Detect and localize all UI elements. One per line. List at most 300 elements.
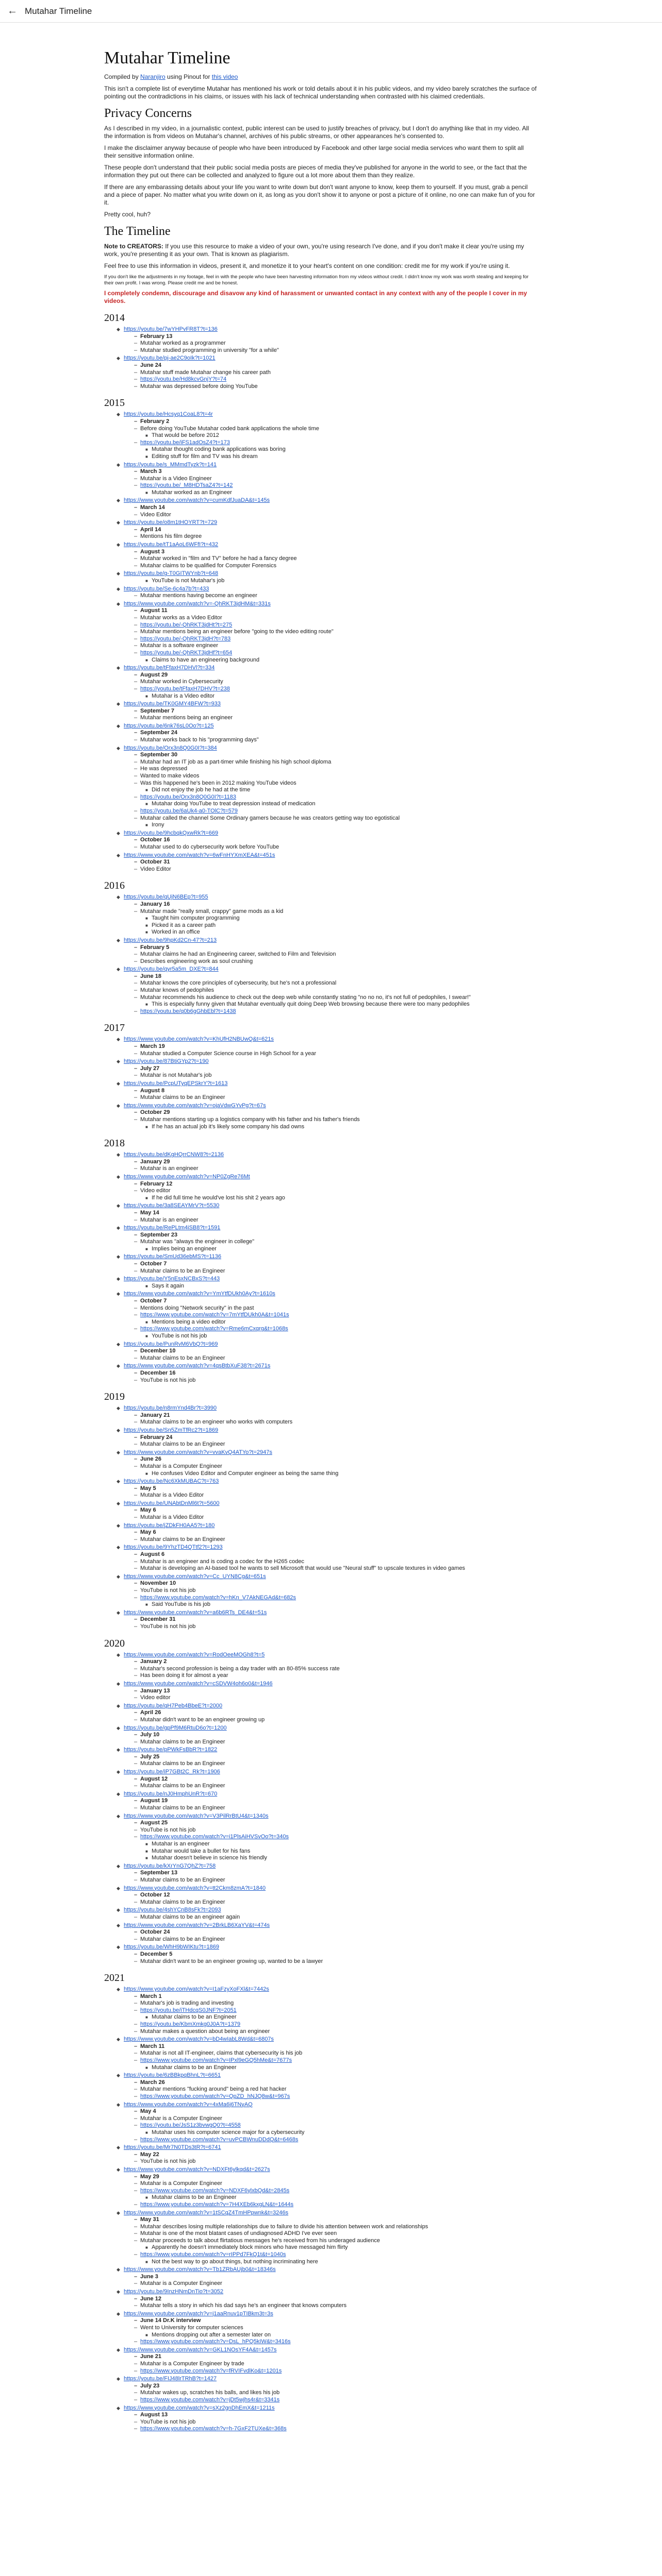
source-link[interactable]: https://youtu.be/Hd8kcvGnjY?t=74 [140, 376, 227, 383]
detail-item [134, 1195, 537, 1202]
claim-text: – YouTube is not his job [134, 1587, 537, 1595]
source-link-item [134, 1312, 537, 1319]
year-heading: 2016 [104, 880, 125, 892]
entry-date: – March 19 [134, 1043, 537, 1050]
claim-text: – Went to University for computer sciences [134, 2325, 537, 2332]
video-link[interactable]: https://youtu.be/kXrYnG7QhZ?t=758 [124, 1862, 216, 1869]
video-link[interactable]: https://youtu.be/tFfaxH7DHVl?t=334 [124, 665, 215, 671]
source-link-item [134, 2057, 537, 2064]
entry-date: – December 16 [134, 1370, 537, 1377]
timeline-entry [104, 411, 537, 460]
year-entries [104, 326, 537, 390]
video-link[interactable]: https://www.youtube.com/watch?v=a6b6RTs_DE4&t=51s [124, 1609, 267, 1616]
claim-text: – Mutahar claims to be an Engineer [134, 1805, 537, 1812]
claim-text: – Mutahar is not Mutahar's job [134, 1072, 537, 1079]
video-link[interactable]: https://www.youtube.com/watch?v=tt2Ckm8zmA?t=1840 [124, 1885, 266, 1891]
nested-details [134, 1283, 537, 1290]
detail-item [134, 1470, 537, 1478]
video-link[interactable]: https://youtu.be/PunRvM6VbQ?t=969 [124, 1341, 218, 1347]
video-link[interactable]: https://youtu.be/FIJ48lrTRhB?t=1427 [124, 2376, 217, 2382]
entry-date: – October 31 [134, 859, 537, 866]
video-link[interactable]: https://youtu.be/3a8SEAYMrV?t=5530 [124, 1202, 220, 1209]
video-link[interactable]: https://youtu.be/6zBBkpqBhnL?t=6651 [124, 2072, 221, 2079]
timeline-entry [104, 1791, 537, 1812]
entry-details [124, 362, 537, 390]
timeline-entry [104, 2210, 537, 2266]
video-link[interactable]: https://youtu.be/iP7GBt2C_Rk?t=1906 [124, 1769, 220, 1775]
claim-text: – Mutahar is a Computer Engineer by trade [134, 2361, 537, 2368]
entry-details [124, 2353, 537, 2375]
video-link[interactable]: https://youtu.be/Se-6c4a7b?t=433 [124, 585, 209, 592]
video-link[interactable]: https://www.youtube.com/watch?v=cSDVW4oh6o0&t=1946 [124, 1680, 273, 1687]
claim-text: – YouTube is not his job [134, 2419, 537, 2426]
video-link[interactable]: https://youtu.be/9YhzTD4QTtf2?t=1293 [124, 1544, 223, 1551]
video-link[interactable]: https://youtu.be/g-T0GITWYnb?t=648 [124, 570, 219, 577]
timeline-entry [104, 2289, 537, 2310]
timeline-entry [104, 2144, 537, 2165]
claim-text: – Mutahar is a Computer Engineer [134, 2180, 537, 2188]
claim-text: – Mutahar made "really small, crappy" game mods as a kid [134, 908, 537, 916]
source-link[interactable]: https://www.youtube.com/watch?v=7H4XEb6kxgLN&t=1644s [140, 2201, 294, 2208]
entry-details [124, 1370, 537, 1384]
video-link[interactable]: https://www.youtube.com/watch?v=V3PilRrBtU4&t=1340s [124, 1812, 269, 1819]
entry-date: – September 30 [134, 752, 537, 759]
source-link[interactable]: https://www.youtube.com/watch?v=IPxl9eGQ5hMe&t=7677s [140, 2057, 292, 2064]
video-link[interactable]: https://www.youtube.com/watch?v=KhUfH2NBUwQ&t=621s [124, 1036, 274, 1043]
privacy-paragraph-1: As I described in my video, in a journalistic context, public interest can be used to justify breaches of privacy, but I don't do anything like that in my video. All the information is from videos on Mutahar's channel, archives of his public streams, or other appearances he's consented to. [104, 125, 529, 140]
claim-text: – Was this happened he's been in 2012 making YouTube videos [134, 780, 537, 787]
source-link[interactable]: https://youtu.be/-QhRKT3jdH?t=783 [140, 635, 231, 642]
nested-note: ■ Mutahar thought coding bank applications was boring [145, 446, 537, 453]
video-link[interactable]: https://www.youtube.com/watch?v=Tb1ZRbAUjb0&t=18346s [124, 2266, 276, 2273]
entry-details [124, 1298, 537, 1340]
entry-date: – May 5 [134, 1485, 537, 1493]
nested-details [134, 801, 537, 808]
privacy-heading: Privacy Concerns [104, 107, 192, 120]
claim-text: – Mutahar mentions having become an engineer [134, 592, 537, 600]
source-link[interactable]: https://youtu.be/iFS1adOsZ4?t=173 [140, 439, 230, 446]
source-link[interactable]: https://youtu.be/6aUk4-a0-TOlC?t=579 [140, 808, 238, 814]
entry-details [124, 2274, 537, 2287]
claim-text: – Mutahar makes a question about being an engineer [134, 2028, 537, 2036]
video-link[interactable]: https://youtu.be/n8rmYnd4Br?t=3990 [124, 1405, 217, 1412]
video-link[interactable]: https://www.youtube.com/watch?v=sXz2gnDhEmX&t=1211s [124, 2404, 275, 2411]
claim-text: – Mutahar claims to be an Engineer [134, 1783, 537, 1790]
entry-details [124, 1580, 537, 1608]
year-heading: 2015 [104, 397, 125, 409]
video-link[interactable]: https://www.youtube.com/watch?v=NDXFt6ylkqd&t=2627s [124, 2166, 270, 2173]
timeline-entry [104, 1291, 537, 1340]
source-link-item [134, 794, 537, 801]
entry-details [124, 1065, 537, 1079]
detail-item [134, 1601, 537, 1608]
video-link[interactable]: https://www.youtube.com/watch?v=2BrkLB6XaYV&t=474s [124, 1922, 270, 1928]
source-link-item [134, 2122, 537, 2129]
timeline-entry [104, 1907, 537, 1921]
nested-details [134, 1855, 537, 1862]
video-link[interactable]: https://youtu.be/tT1aAoL6WFfI?t=432 [124, 541, 219, 548]
entry-date: – April 14 [134, 527, 537, 534]
video-link[interactable]: https://www.youtube.com/watch?v=bD4wIabL8Wd&t=6807s [124, 2036, 274, 2043]
detail-item [134, 657, 537, 664]
video-link[interactable]: https://youtu.be/dKgHQrrCNW8?t=2136 [124, 1151, 224, 1158]
claim-text: – Mutahar is one of the most blatant cases of undiagnosed ADHD I've ever seen [134, 2230, 537, 2238]
timeline-entry [104, 570, 537, 584]
video-link[interactable]: https://youtu.be/9hcbqkQxwRk?t=669 [124, 829, 219, 836]
source-link[interactable]: https://www.youtube.com/watch?v=DsL_hPQ5kIW&t=3416s [140, 2338, 291, 2345]
claim-text: – Mutahar claims to be an Engineer [134, 1355, 537, 1362]
video-link[interactable]: https://youtu.be/pj-ae2C9oIk?t=1021 [124, 355, 216, 362]
claim-text: – Mutahar used to do cybersecurity work before YouTube [134, 844, 537, 851]
detail-item [134, 1124, 537, 1131]
entry-date: – October 7 [134, 1298, 537, 1305]
video-link[interactable]: https://youtu.be/Sn5ZmTfRc2?t=1869 [124, 1427, 219, 1433]
timeline-entry [104, 966, 537, 1015]
entry-details [124, 1798, 537, 1811]
entry-date: – March 11 [134, 2043, 537, 2050]
entry-details [124, 1507, 537, 1521]
nested-note: ■ This is especially funny given that Mutahar eventually quit doing Deep Web browsing because there were too many pedophiles [145, 1001, 537, 1008]
source-link[interactable]: https://www.youtube.com/watch?v=h-7GxF2TUXe&t=368s [140, 2426, 287, 2432]
video-link[interactable]: https://www.youtube.com/watch?v=ojaVdwGYvPg?t=67s [124, 1102, 266, 1109]
video-link[interactable]: https://www.youtube.com/watch?v=RodOeeMOGh8?t=5 [124, 1651, 265, 1658]
entry-details [124, 1658, 537, 1680]
timeline-entry [104, 2072, 537, 2100]
video-link[interactable]: https://www.youtube.com/watch?v=4xMa6j6TNyAQ [124, 2101, 253, 2108]
source-link-item [134, 2397, 537, 2404]
source-link[interactable]: https://youtu.be/q0b6gGhbEbl?t=1438 [140, 1008, 236, 1014]
entry-date: – January 13 [134, 1688, 537, 1695]
video-link[interactable]: https://youtu.be/Y5nEsxNCBxS?t=443 [124, 1276, 220, 1282]
detail-item [134, 801, 537, 808]
entry-details [124, 2151, 537, 2165]
video-link[interactable]: https://youtu.be/WhH9bWIKtu?t=1869 [124, 1944, 219, 1951]
timeline-entry [104, 2347, 537, 2375]
timeline-entry [104, 1080, 537, 1101]
entry-date: – August 8 [134, 1088, 537, 1095]
nested-details [134, 693, 537, 700]
video-link[interactable]: https://youtu.be/7wYHPvFR8T?t=136 [124, 326, 218, 332]
claim-text: – Mutahar studied a Computer Science course in High School for a year [134, 1050, 537, 1058]
note-text: If you use this resource to make a video of your own, you're using research I've done, and if you don't make it clear you're using my work, you're presenting it as your own. That is known as plagiarism. [104, 243, 524, 258]
timeline-entry [104, 1609, 537, 1631]
entry-details [124, 944, 537, 965]
nested-note: ■ Editing stuff for film and TV was his dream [145, 453, 537, 461]
entry-details [124, 592, 537, 600]
source-link[interactable]: https://www.youtube.com/watch?v=QpZD_hNJQ8w&t=967s [140, 2093, 290, 2099]
nested-note: ■ Apparently he doesn't immediately block minors who have messaged him flirty [145, 2244, 537, 2251]
entry-date: – September 24 [134, 730, 537, 737]
video-link[interactable]: https://youtu.be/UNAbtDnMl6t?t=5600 [124, 1500, 220, 1506]
nested-note: ■ Mutahar doesn't believe in science his friendly [145, 1855, 537, 1862]
nested-details [134, 453, 537, 461]
source-link[interactable]: https://youtu.be/tFfaxH7DHV?t=238 [140, 685, 230, 692]
entry-date: – February 13 [134, 333, 537, 341]
claim-text: – Video Editor [134, 866, 537, 873]
claim-text: – Mutahar mentions starting up a logistics company with his father and his father's friends [134, 1116, 537, 1124]
arrow-left-icon[interactable]: ← [7, 5, 18, 16]
source-link[interactable]: https://www.youtube.com/watch?v=rIPPd7FkQ1t&t=1040s [140, 2251, 286, 2258]
claim-text: – Mutahar is a Computer Engineer [134, 1463, 537, 1470]
claim-text: – Mutahar knows the core principles of cybersecurity, but he's not a professional [134, 980, 537, 987]
entry-details [124, 2412, 537, 2433]
claim-text: – Mutahar works back to his "programming days" [134, 737, 537, 744]
claim-text: – Mutahar was "always the engineer in college" [134, 1239, 537, 1246]
video-link[interactable]: https://youtu.be/6nk76sL0Oo?t=125 [124, 722, 214, 729]
video-link[interactable]: https://youtu.be/4shYCnB8sFk?t=2093 [124, 1907, 221, 1913]
video-link[interactable]: https://youtu.be/9hpKd2Cn-47?t=213 [124, 937, 217, 943]
entry-date: – October 12 [134, 1892, 537, 1899]
source-link[interactable]: https://www.youtube.com/watch?v=fRVIFvdlKo&t=1201s [140, 2367, 282, 2374]
entry-date: – May 14 [134, 1210, 537, 1217]
claim-text: – Wanted to make videos [134, 773, 537, 780]
source-link[interactable]: https://youtu.be/-QhRKT3jdHf?t=654 [140, 649, 233, 656]
nested-note: ■ If he has an actual job it's likely some company his dad owns [145, 1124, 537, 1131]
claim-text: – Mutahar claims to be an Engineer [134, 1760, 537, 1768]
source-link[interactable]: https://www.youtube.com/watch?v=Rme6mCxqrg&t=1068s [140, 1326, 288, 1332]
entry-date: – July 23 [134, 2383, 537, 2390]
entry-date: – May 6 [134, 1507, 537, 1514]
entry-date: – February 2 [134, 418, 537, 426]
claim-text: – YouTube is not his job [134, 1827, 537, 1834]
year-entries [104, 1036, 537, 1130]
entry-date: – December 31 [134, 1616, 537, 1623]
source-link[interactable]: https://www.youtube.com/watch?v=NDXF6ylxbQd&t=2845s [140, 2187, 290, 2194]
timeline-entry [104, 1253, 537, 1275]
claim-text: – Mutahar is an engineer [134, 1217, 537, 1224]
nested-details [134, 922, 537, 929]
claim-text: – Mutahar knows of pedophiles [134, 987, 537, 994]
source-link-item [134, 1595, 537, 1602]
nested-note: ■ Irony [145, 822, 537, 829]
timeline-entry [104, 462, 537, 497]
nested-note: ■ Mutahar worked as an Engineer [145, 489, 537, 497]
claim-text: – Mutahar is developing an AI-based tool he wants to sell Microsoft that would use "Neural stuff" to upscale textures in video games [134, 1565, 537, 1572]
entry-details [124, 1485, 537, 1499]
source-link-item [134, 2426, 537, 2433]
video-link[interactable]: https://youtu.be/TK0GMY4BFW?t=933 [124, 701, 221, 707]
claim-text: – Mutahar called the channel Some Ordinary gamers because he was creators getting way too egotistical [134, 815, 537, 822]
timeline-entry [104, 701, 537, 722]
claim-text: – Mutahar is a software engineer [134, 642, 537, 650]
claim-text: – Mutahar claims to be an engineer again [134, 1914, 537, 1921]
video-link[interactable]: https://www.youtube.com/watch?v=-QhRKT3jdHM&t=331s [124, 600, 271, 607]
video-link[interactable]: https://youtu.be/87BtiGYp2?t=190 [124, 1058, 209, 1065]
detail-item [134, 489, 537, 497]
year-heading: 2017 [104, 1022, 125, 1034]
video-link[interactable]: https://www.youtube.com/watch?v=NP0ZgRe76Mt [124, 1173, 250, 1180]
claim-text: – Mutahar works as a Video Editor [134, 615, 537, 622]
author-link[interactable]: Naranjiro [140, 73, 166, 80]
entry-date: – March 14 [134, 504, 537, 512]
source-link-item [134, 636, 537, 643]
entry-details [124, 1732, 537, 1745]
nested-note: ■ Mutahar claims to be an Engineer [145, 2014, 537, 2021]
nested-details [134, 1841, 537, 1848]
timeline-entry [104, 1151, 537, 1173]
timeline-entry [104, 1405, 537, 1426]
claim-text: – Mutahar claims to be an Engineer [134, 1899, 537, 1906]
source-link[interactable]: https://youtu.be/_M8HDTsaZ4?t=142 [140, 482, 233, 489]
entry-date: – August 12 [134, 1776, 537, 1783]
source-link[interactable]: https://youtu.be/JsS1z3bvwgQ0?t=4558 [140, 2122, 241, 2129]
intro-paragraph: This isn't a complete list of everytime Mutahar has mentioned his work or told details about it in his public videos, and my video barely scratches the surface of pointing out the contradictions in his claims, or issues with his lack of technical understanding when contrasted with his claimed credentials. [104, 85, 537, 100]
video-link[interactable]: https://youtu.be/PcpUTyqEPSkrY?t=1613 [124, 1080, 228, 1087]
source-link[interactable]: https://youtu.be/Orx3n8Q0G0I?t=1183 [140, 793, 237, 800]
detail-item [134, 2259, 537, 2266]
nested-note: ■ YouTube is not his job [145, 1333, 537, 1340]
entry-date: – October 7 [134, 1261, 537, 1268]
video-link[interactable]: https://www.youtube.com/watch?v=4qsBtbXuF38?t=2671s [124, 1363, 271, 1369]
video-link[interactable]: https://www.youtube.com/watch?v=6wFnHYXmXEA&t=451s [124, 852, 275, 858]
creator-note [104, 243, 537, 258]
entry-details [124, 837, 537, 851]
video-link[interactable]: https://youtu.be/Orx3n8Q0G0I?t=384 [124, 744, 217, 751]
video-link[interactable]: https://youtu.be/qH7Peb4BbeE?t=2000 [124, 1702, 223, 1709]
video-link[interactable]: https://youtu.be/SmUd36ebMS?t=1136 [124, 1253, 222, 1260]
entry-date: – January 2 [134, 1658, 537, 1666]
timeline-entry [104, 2266, 537, 2287]
claim-text: – Mutahar wakes up, scratches his balls, and likes his job [134, 2389, 537, 2397]
source-link[interactable]: https://youtu.be/iTHdcqS0JNF?t=2051 [140, 2007, 237, 2013]
timeline-entry [104, 1544, 537, 1572]
timeline-entry [104, 1986, 537, 2035]
source-link-item [134, 2188, 537, 2195]
detail-item [134, 1283, 537, 1290]
video-link[interactable]: https://youtu.be/s_MMmdTyzk?t=141 [124, 461, 217, 468]
privacy-paragraph-2: I make the disclaimer anyway because of people who have been introduced by Facebook and other large social media services who want them to split all their sensitive information online. [104, 144, 524, 159]
video-link[interactable]: this video [211, 73, 238, 80]
entry-details [124, 1529, 537, 1543]
claim-text: – Mutahar is a Video Engineer [134, 476, 537, 483]
timeline-entry [104, 601, 537, 664]
entry-date: – July 25 [134, 1754, 537, 1761]
source-link-item [134, 2137, 537, 2144]
detail-item [134, 2332, 537, 2339]
nested-note: ■ YouTube is not Mutahar's job [145, 578, 537, 585]
nested-details [134, 929, 537, 936]
source-link-item [134, 2251, 537, 2259]
video-link[interactable]: https://youtu.be/Nc6XkMUBAC?t=763 [124, 1478, 219, 1485]
video-link[interactable]: https://www.youtube.com/watch?v=vvaKvQ4ATYo?t=2947s [124, 1449, 272, 1455]
nested-details [134, 432, 537, 439]
source-link[interactable]: https://www.youtube.com/watch?v=uvPCBWnuDDdQ&t=6468s [140, 2136, 299, 2143]
nested-details [134, 2064, 537, 2072]
year-entries [104, 411, 537, 873]
timeline-heading: The Timeline [104, 225, 171, 238]
entry-date: – May 29 [134, 2174, 537, 2181]
claim-text: – Mutahar didn't want to be an engineer growing up, wanted to be a lawyer [134, 1958, 537, 1965]
detail-item [134, 2129, 537, 2137]
detail-item [134, 929, 537, 936]
video-link[interactable]: https://www.youtube.com/watch?v=j1aaRnuv1pTIBkm3t=3s [124, 2310, 273, 2317]
source-link[interactable]: https://www.youtube.com/watch?v=i1PlsAiHVSvOo?t=340s [140, 1834, 289, 1840]
timeline-entry [104, 1863, 537, 1884]
video-link[interactable]: https://www.youtube.com/watch?v=cumKdfJuaDA&t=145s [124, 497, 270, 504]
claim-text: – Mutahar studied programming in university "for a while" [134, 347, 537, 354]
video-link[interactable]: https://youtu.be/qyr5a5m_DXE?t=844 [124, 966, 219, 973]
nested-details [134, 1195, 537, 1202]
year-entries [104, 894, 537, 1015]
video-link[interactable]: https://youtu.be/Mr7N0TDs3tR?t=6741 [124, 2144, 221, 2151]
video-link[interactable]: https://youtu.be/o8m1tHOYRT?t=729 [124, 519, 218, 526]
video-link[interactable]: https://youtu.be/Hcsyq1CoaL8?t=4r [124, 411, 213, 418]
detail-item [134, 822, 537, 829]
claim-text: – Video Editor [134, 512, 537, 519]
detail-item [134, 578, 537, 585]
nested-details [134, 1601, 537, 1608]
source-link-item [134, 1834, 537, 1841]
video-link[interactable]: https://youtu.be/jZDkFH0AA5?t=180 [124, 1522, 215, 1529]
video-link[interactable]: https://www.youtube.com/watch?v=1tSCqZ4TmHPpwnk&t=3246s [124, 2209, 289, 2216]
entry-details [124, 1232, 537, 1253]
video-link[interactable]: https://youtu.be/pPWkFsBbR?t=1822 [124, 1747, 218, 1753]
claim-text: – Mutahar claims to be an Engineer [134, 1536, 537, 1544]
video-link[interactable]: https://youtu.be/gpPf9M6RtuD6o?t=1200 [124, 1724, 227, 1731]
video-link[interactable]: https://youtu.be/RePLtm4iSB8?t=1591 [124, 1225, 221, 1231]
timeline-entry [104, 1058, 537, 1079]
source-link[interactable]: https://www.youtube.com/watch?v=jDt5wjhs4r&t=3341s [140, 2396, 280, 2403]
nested-details [134, 2332, 537, 2339]
entry-date: – December 5 [134, 1951, 537, 1958]
entry-details [124, 1283, 537, 1290]
year-entries [104, 1986, 537, 2433]
claim-text: – Video editor [134, 1694, 537, 1702]
video-link[interactable]: https://www.youtube.com/watch?v=Cc_UYN8Cg&t=651s [124, 1573, 266, 1580]
entry-date: – June 21 [134, 2353, 537, 2361]
entry-details [124, 1951, 537, 1965]
video-link[interactable]: https://www.youtube.com/watch?v=GKL1NOsYF4A&t=1457s [124, 2346, 277, 2353]
video-link[interactable]: https://youtu.be/qUjN6BEp?t=955 [124, 894, 208, 901]
source-link[interactable]: https://youtu.be/KbmXmkg0J0A?t=1379 [140, 2021, 241, 2028]
timeline-entry [104, 1363, 537, 1384]
timeline-entry [104, 1922, 537, 1943]
entry-details [124, 2317, 537, 2345]
claim-text: – Mutahar is a Video Editor [134, 1514, 537, 1521]
video-link[interactable]: https://www.youtube.com/watch?v=I1aFzyXoFXl&t=7442s [124, 1986, 269, 1993]
nested-note: ■ Taught him computer programming [145, 915, 537, 922]
video-link[interactable]: https://youtu.be/9InzHNmDnTio?t=3052 [124, 2289, 224, 2295]
nested-note: ■ Mutahar is an engineer [145, 1841, 537, 1848]
source-link-item [134, 2021, 537, 2028]
entry-date: – February 12 [134, 1181, 537, 1188]
source-link[interactable]: https://www.youtube.com/watch?v=7mYtfDUkh0A&t=1041s [140, 1312, 289, 1318]
timeline-entry [104, 2102, 537, 2144]
entry-date: – October 24 [134, 1929, 537, 1936]
entry-date: – June 3 [134, 2274, 537, 2281]
entry-date: – January 16 [134, 901, 537, 908]
timeline-entry [104, 723, 537, 744]
claim-text: – Video editor [134, 1188, 537, 1195]
timeline-entry [104, 665, 537, 700]
claim-text: – Mutahar was depressed before doing YouTube [134, 383, 537, 391]
claim-text: – Mutahar recommends his audience to check out the deep web while constantly stating "no no no, it's not full of pedophiles, I swear!" [134, 994, 537, 1002]
entry-details [124, 1210, 537, 1224]
video-link[interactable]: https://youtu.be/nJ0HmphUnR?t=670 [124, 1790, 218, 1797]
nested-details [134, 2259, 537, 2266]
entry-date: – February 24 [134, 1434, 537, 1442]
entry-date: – October 29 [134, 1109, 537, 1116]
source-link-item [134, 1326, 537, 1333]
entry-details [124, 730, 537, 743]
source-link[interactable]: https://youtu.be/-QhRKT3jdHt?t=275 [140, 621, 233, 628]
year-heading: 2020 [104, 1637, 125, 1649]
source-link[interactable]: https://www.youtube.com/watch?v=hKn_V7AkNEGAd&t=682s [140, 1594, 296, 1601]
year-entries [104, 1652, 537, 1965]
timeline-entry [104, 355, 537, 390]
nested-details [134, 446, 537, 453]
video-link[interactable]: https://www.youtube.com/watch?v=YmYtfDUkh0Ay?t=1610s [124, 1291, 275, 1297]
